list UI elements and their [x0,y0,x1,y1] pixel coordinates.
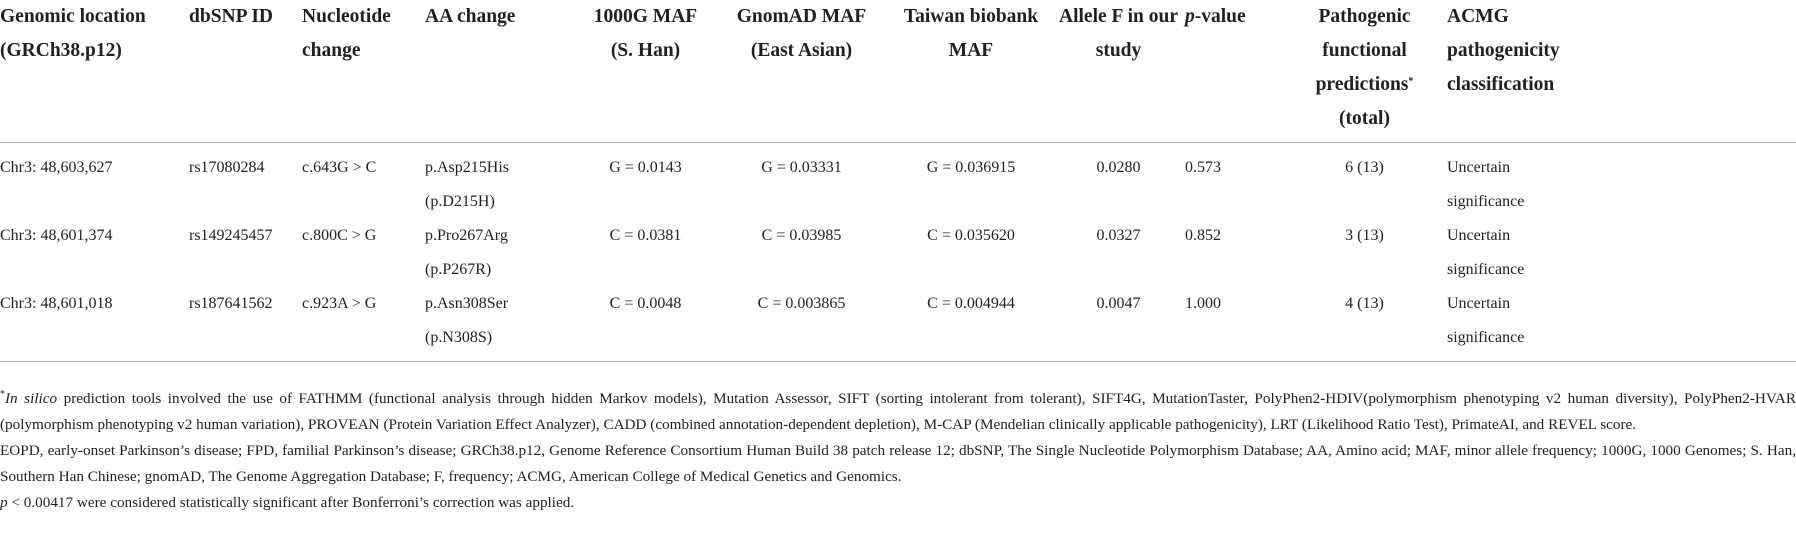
header-taiwan-biobank-maf: Taiwan biobank MAF [890,0,1052,143]
footnote-marker: * [1408,76,1414,87]
cell-taiwan: C = 0.004944 [890,287,1052,362]
table-row [0,287,1796,362]
cell-aa-change: p.Asn308Ser (p.N308S) [425,287,578,362]
footnote-prediction-tools: *In silico prediction tools involved the use of FATHMM (functional analysis through hidden Markov models), Mutation Assessor, SIFT (sorting intolerant from tolerant), SIFT4G, MutationTaster, PolyPhen2-HDIV(polymorphism phenotyping v2 human diversity), PolyPhen2-HVAR (polymorphism phenotyping v2 human variation), PROVEAN (Protein Variation Effect Analyzer), CADD (combined annotation-dependent depletion), M-CAP (Mendelian clinically applicable pathogenicity), LRT (Likelihood Ratio Test), PrimateAI, and REVEL score. [0,389,1796,433]
cell-1000g: G = 0.0143 [609,159,682,176]
cell-p-value: 0.852 [1185,227,1221,244]
header-pathogenic-predictions: Pathogenic functional predictions* (total) [1282,0,1447,143]
cell-taiwan: G = 0.036915 [926,159,1016,176]
cell-gnomad: C = 0.03985 [761,227,842,244]
cell-aa-change: p.Pro267Arg (p.P267R) [425,227,508,278]
cell-p-value: 1.000 [1185,287,1282,362]
cell-dbsnp: rs187641562 [189,287,302,362]
footnote-abbreviations: EOPD, early-onset Parkinson’s disease; FPD, familial Parkinson’s disease; GRCh38.p12, Genome Reference Consortium Human Build 38 patch release 12; dbSNP, The Single Nucleotide Polymorphism Database; AA, Amino acid; MAF, minor allele frequency; 1000G, 1000 Genomes; S. Han, Southern Han Chinese; gnomAD, The Genome Aggregation Database; F, frequency; ACMG, American College of Medical Genetics and Genomics. [0,442,1796,485]
cell-1000g: C = 0.0048 [578,287,713,362]
cell-location: Chr3: 48,601,374 [0,227,113,244]
header-dbsnp-id: dbSNP ID [189,0,302,143]
header-1000g-maf: 1000G MAF (S. Han) [578,0,713,143]
header-aa-change: AA change [425,0,578,143]
cell-location: Chr3: 48,603,627 [0,159,113,176]
table-row [0,143,1796,220]
cell-gnomad: C = 0.003865 [713,287,890,362]
header-p-value: p-value [1185,0,1282,143]
cell-acmg: Uncertain significance [1447,227,1525,278]
cell-location: Chr3: 48,601,018 [0,287,189,362]
cell-acmg: Uncertain significance [1447,159,1525,210]
cell-allele-f: 0.0047 [1052,287,1185,362]
cell-pathogenic: 4 (13) [1282,287,1447,362]
cell-allele-f: 0.0327 [1096,227,1141,244]
cell-nucleotide: c.643G > C [302,159,377,176]
table-row [0,219,1796,287]
cell-taiwan: C = 0.035620 [927,227,1015,244]
table-footnotes [0,386,1796,516]
cell-nucleotide: c.800C > G [302,227,377,244]
header-acmg-classification: ACMG pathogenicity classification [1447,0,1796,143]
cell-dbsnp: rs17080284 [189,159,265,176]
header-genomic-location: Genomic location (GRCh38.p12) [0,0,189,143]
p-italic: p [1185,6,1195,27]
cell-pathogenic: 3 (13) [1345,227,1384,244]
cell-acmg: Uncertain significance [1447,287,1796,362]
cell-p-value: 0.573 [1185,159,1221,176]
footnote-significance: p < 0.00417 were considered statistically significant after Bonferroni’s correction was applied. [0,494,575,511]
header-gnomad-maf: GnomAD MAF (East Asian) [713,0,890,143]
header-nucleotide-change: Nucleotide change [302,0,425,143]
cell-aa-change: p.Asp215His (p.D215H) [425,159,510,210]
cell-nucleotide: c.923A > G [302,287,425,362]
cell-gnomad: G = 0.03331 [761,159,842,176]
cell-pathogenic: 6 (13) [1345,159,1384,176]
cell-1000g: C = 0.0381 [609,227,682,244]
header-allele-frequency: Allele F in our study [1052,0,1185,143]
cell-dbsnp: rs149245457 [189,227,273,244]
footnote-marker: * [0,389,5,400]
cell-allele-f: 0.0280 [1096,159,1141,176]
header-row [0,0,1796,143]
